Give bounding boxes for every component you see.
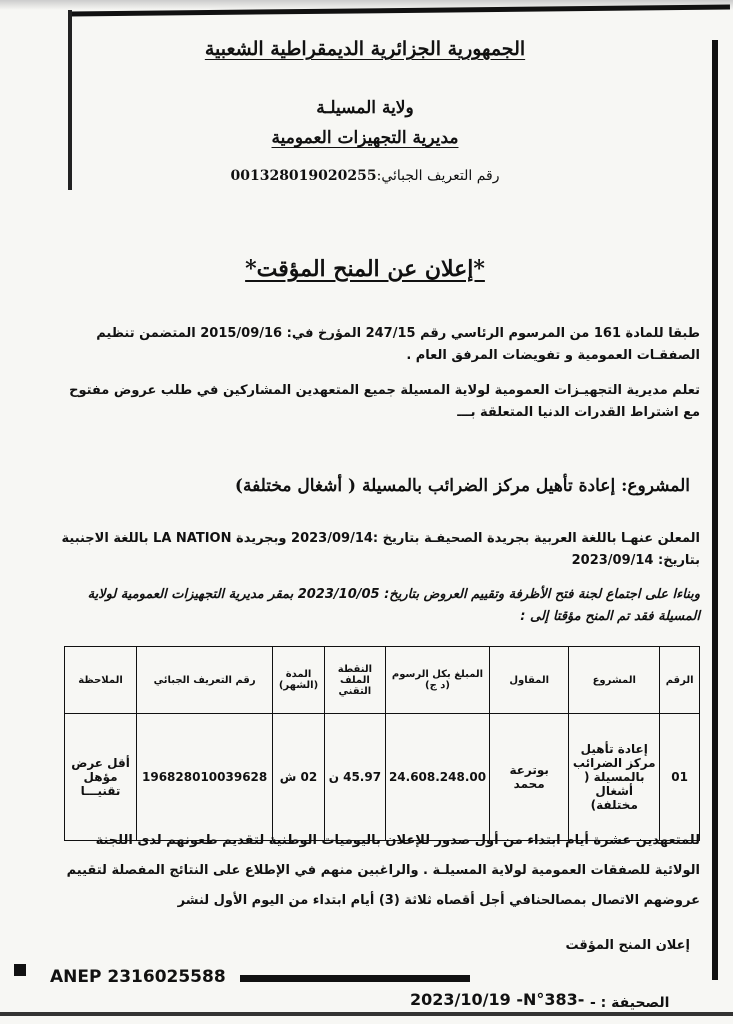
tax-id: رقم التعريف الجبائي:001328019020255: [230, 168, 500, 184]
cell-remarks: أقل عرض مؤهل تقنيـــا: [65, 714, 137, 841]
cell-amount: 24.608.248.00: [385, 714, 489, 841]
issue-number: 2023/10/19 -N°383-: [410, 990, 585, 1009]
page-border-right: [712, 40, 718, 980]
newspaper-page: الصحيفة : -: [590, 995, 670, 1011]
col-header-duration: المدة (الشهر): [273, 647, 325, 714]
paragraph-appeals: للمتعهدين عشرة أيام ابتداء من أول صدور للإعلان باليوميات الوطنية لتقديم طعونهم لدى اللجنة الولائية للصفقات العمومية لولاية المسيلـة . والراغبين منهم في الإطلاع على النتائج المفصلة لتقييم عروضهم الاتصال بمصالحنافي أجل أقصاه ثلاثة (3) أيام ابتداء من اليوم الأول لنشر: [66, 833, 700, 908]
cell-tax-id: 196828010039628: [137, 714, 273, 841]
footer-rule: [240, 975, 470, 982]
col-header-tax-id: رقم التعريف الجبائي: [137, 647, 273, 714]
table-row: [65, 714, 700, 841]
wilaya-name: ولاية المسيلـة: [316, 98, 414, 118]
cell-duration: 02 ش: [273, 714, 325, 841]
col-header-contractor: المقاول: [490, 647, 569, 714]
table-header-row: [65, 647, 700, 714]
col-header-number: الرقم: [660, 647, 700, 714]
paragraph-evaluation: وبناءا على اجتماع لجنة فتح الأظرفة وتقييم العروض بتاريخ: 2023/10/05 بمقر مديرية التجهيزات العمومية لولاية المسيلة فقد تم المنح مؤقتا إلى :: [87, 587, 700, 624]
cell-contractor: بوترعة محمد: [490, 714, 569, 841]
col-header-technical-score: النقطة الملف التقني: [324, 647, 385, 714]
project-title: المشروع: إعادة تأهيل مركز الضرائب بالمسيلة ( أشغال مختلفة): [234, 476, 690, 496]
paragraph-publication: المعلن عنهـا باللغة العربية بجريدة الصحيفـة بتاريخ :2023/09/14 وبجريدة LA NATION باللغة الاجنبية بتاريخ: 2023/09/14: [61, 531, 700, 568]
paragraph-legal-basis: طبقا للمادة 161 من المرسوم الرئاسي رقم 247/15 المؤرخ في: 2015/09/16 المتضمن تنظيم الصفقـات العمومية و تفويضات المرفق العام .: [96, 326, 700, 363]
announcement-document: [30, 28, 700, 1008]
footer-marker: [14, 964, 26, 976]
cell-number: 01: [660, 714, 700, 841]
col-header-remarks: الملاحظة: [65, 647, 137, 714]
closing-line: إعلان المنح المؤقت: [565, 938, 690, 953]
col-header-project: المشروع: [569, 647, 660, 714]
cell-project: إعادة تأهيل مركز الضرائب بالمسيلة ( أشغال مختلفة): [569, 714, 660, 841]
bottom-edge: [0, 1012, 733, 1016]
republic-header: الجمهورية الجزائرية الديمقراطية الشعبية: [204, 38, 526, 60]
directorate-name: مديرية التجهيزات العمومية: [271, 128, 459, 148]
cell-technical-score: 45.97 ن: [324, 714, 385, 841]
col-header-amount: المبلغ بكل الرسوم (د ج): [385, 647, 489, 714]
anep-reference: ANEP 2316025588: [50, 967, 226, 987]
paragraph-notice: تعلم مديرية التجهيـزات العمومية لولاية المسيلة جميع المتعهدين المشاركين في طلب عروض مفتوح مع اشتراط القدرات الدنيا المتعلقة بـــ: [69, 383, 700, 420]
award-table: [64, 646, 700, 841]
announcement-title: *إعلان عن المنح المؤقت*: [245, 256, 485, 282]
